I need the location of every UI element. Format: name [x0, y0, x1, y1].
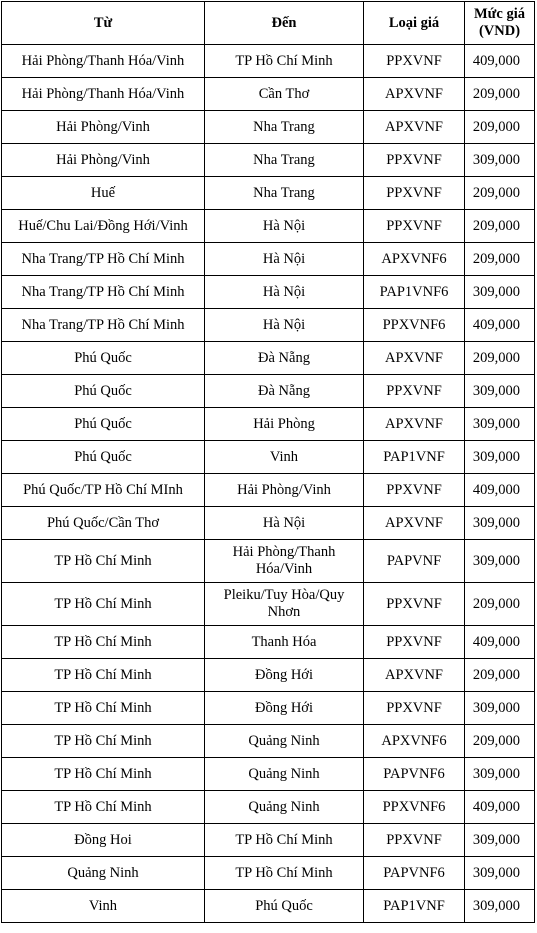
cell-from: TP Hồ Chí Minh [2, 692, 205, 725]
cell-from: TP Hồ Chí Minh [2, 758, 205, 791]
table-row [2, 791, 535, 824]
cell-fare-type: APXVNF [364, 78, 465, 111]
cell-fare-type: PPXVNF6 [364, 309, 465, 342]
cell-from: Hải Phòng/Thanh Hóa/Vinh [2, 78, 205, 111]
cell-to: Quảng Ninh [205, 791, 364, 824]
cell-from: Nha Trang/TP Hồ Chí Minh [2, 309, 205, 342]
table-row [2, 824, 535, 857]
cell-price: 209,000 [465, 342, 535, 375]
header-fare-type: Loại giá [364, 2, 465, 45]
cell-fare-type: APXVNF [364, 507, 465, 540]
cell-fare-type: PPXVNF6 [364, 791, 465, 824]
cell-fare-type: APXVNF [364, 659, 465, 692]
cell-from: Phú Quốc [2, 342, 205, 375]
cell-to: Nha Trang [205, 144, 364, 177]
table-row [2, 342, 535, 375]
cell-to: TP Hồ Chí Minh [205, 45, 364, 78]
table-row [2, 725, 535, 758]
cell-fare-type: APXVNF [364, 111, 465, 144]
cell-fare-type: PAP1VNF6 [364, 276, 465, 309]
table-row [2, 540, 535, 583]
cell-fare-type: PPXVNF [364, 375, 465, 408]
cell-fare-type: PAP1VNF [364, 890, 465, 923]
cell-to: Đà Nẵng [205, 375, 364, 408]
cell-price: 209,000 [465, 111, 535, 144]
cell-to: Hải Phòng/Vinh [205, 474, 364, 507]
header-row [2, 2, 535, 45]
cell-from: Hải Phòng/Vinh [2, 144, 205, 177]
cell-to: Đà Nẵng [205, 342, 364, 375]
cell-price: 209,000 [465, 210, 535, 243]
cell-fare-type: PPXVNF [364, 626, 465, 659]
table-row [2, 758, 535, 791]
cell-from: Vinh [2, 890, 205, 923]
table-row [2, 45, 535, 78]
cell-price: 309,000 [465, 824, 535, 857]
cell-to: Quảng Ninh [205, 758, 364, 791]
cell-from: TP Hồ Chí Minh [2, 540, 205, 583]
cell-from: TP Hồ Chí Minh [2, 725, 205, 758]
table-row [2, 474, 535, 507]
cell-from: Quảng Ninh [2, 857, 205, 890]
cell-fare-type: PPXVNF [364, 824, 465, 857]
table-row [2, 441, 535, 474]
cell-fare-type: PAP1VNF [364, 441, 465, 474]
cell-fare-type: APXVNF [364, 408, 465, 441]
cell-price: 309,000 [465, 540, 535, 583]
cell-from: Phú Quốc/Cần Thơ [2, 507, 205, 540]
cell-fare-type: PPXVNF [364, 583, 465, 626]
cell-price: 309,000 [465, 408, 535, 441]
table-row [2, 375, 535, 408]
table-row [2, 507, 535, 540]
cell-to: Pleiku/Tuy Hòa/Quy Nhơn [205, 583, 364, 626]
cell-to: Quảng Ninh [205, 725, 364, 758]
table-row [2, 78, 535, 111]
table-row [2, 177, 535, 210]
cell-price: 209,000 [465, 659, 535, 692]
cell-fare-type: APXVNF6 [364, 243, 465, 276]
cell-price: 209,000 [465, 725, 535, 758]
cell-price: 209,000 [465, 243, 535, 276]
cell-from: Nha Trang/TP Hồ Chí Minh [2, 276, 205, 309]
cell-fare-type: PAPVNF6 [364, 857, 465, 890]
table-row [2, 626, 535, 659]
cell-from: Huế/Chu Lai/Đồng Hới/Vinh [2, 210, 205, 243]
table-row [2, 408, 535, 441]
table-row [2, 857, 535, 890]
cell-from: Hải Phòng/Vinh [2, 111, 205, 144]
cell-to: Phú Quốc [205, 890, 364, 923]
cell-price: 309,000 [465, 144, 535, 177]
cell-price: 409,000 [465, 474, 535, 507]
cell-to: Nha Trang [205, 177, 364, 210]
cell-from: Huế [2, 177, 205, 210]
header-to: Đến [205, 2, 364, 45]
cell-to: Hà Nội [205, 276, 364, 309]
cell-fare-type: PAPVNF6 [364, 758, 465, 791]
table-row [2, 309, 535, 342]
cell-from: TP Hồ Chí Minh [2, 626, 205, 659]
cell-price: 409,000 [465, 791, 535, 824]
cell-from: Phú Quốc [2, 375, 205, 408]
cell-fare-type: PPXVNF [364, 177, 465, 210]
cell-to: TP Hồ Chí Minh [205, 857, 364, 890]
cell-to: Cần Thơ [205, 78, 364, 111]
cell-to: Nha Trang [205, 111, 364, 144]
cell-to: Hải Phòng/Thanh Hóa/Vinh [205, 540, 364, 583]
cell-price: 309,000 [465, 375, 535, 408]
table-row [2, 659, 535, 692]
cell-to: Hà Nội [205, 507, 364, 540]
cell-to: TP Hồ Chí Minh [205, 824, 364, 857]
table-row [2, 276, 535, 309]
cell-to: Đồng Hới [205, 659, 364, 692]
cell-price: 209,000 [465, 583, 535, 626]
table-row [2, 210, 535, 243]
header-from: Từ [2, 2, 205, 45]
cell-to: Hà Nội [205, 210, 364, 243]
cell-price: 209,000 [465, 78, 535, 111]
cell-from: Phú Quốc [2, 441, 205, 474]
cell-fare-type: PPXVNF [364, 210, 465, 243]
table-row [2, 583, 535, 626]
cell-price: 309,000 [465, 507, 535, 540]
table-row [2, 243, 535, 276]
cell-price: 409,000 [465, 45, 535, 78]
cell-from: Phú Quốc [2, 408, 205, 441]
cell-price: 309,000 [465, 441, 535, 474]
cell-fare-type: PPXVNF [364, 474, 465, 507]
table-row [2, 144, 535, 177]
cell-to: Hải Phòng [205, 408, 364, 441]
cell-to: Hà Nội [205, 309, 364, 342]
cell-fare-type: PPXVNF [364, 692, 465, 725]
cell-price: 309,000 [465, 276, 535, 309]
cell-fare-type: PPXVNF [364, 45, 465, 78]
cell-price: 309,000 [465, 758, 535, 791]
cell-from: TP Hồ Chí Minh [2, 659, 205, 692]
table-row [2, 692, 535, 725]
cell-from: Phú Quốc/TP Hồ Chí MInh [2, 474, 205, 507]
cell-price: 409,000 [465, 309, 535, 342]
table-row [2, 111, 535, 144]
fare-table [1, 1, 535, 923]
table-body [2, 45, 535, 923]
cell-price: 309,000 [465, 890, 535, 923]
cell-to: Vinh [205, 441, 364, 474]
cell-fare-type: APXVNF [364, 342, 465, 375]
cell-from: TP Hồ Chí Minh [2, 583, 205, 626]
cell-from: Nha Trang/TP Hồ Chí Minh [2, 243, 205, 276]
cell-to: Hà Nội [205, 243, 364, 276]
header-price: Mức giá (VND) [465, 2, 535, 45]
cell-price: 409,000 [465, 626, 535, 659]
cell-from: TP Hồ Chí Minh [2, 791, 205, 824]
table-row [2, 890, 535, 923]
cell-from: Hải Phòng/Thanh Hóa/Vinh [2, 45, 205, 78]
cell-fare-type: APXVNF6 [364, 725, 465, 758]
cell-price: 309,000 [465, 857, 535, 890]
cell-to: Đồng Hới [205, 692, 364, 725]
cell-to: Thanh Hóa [205, 626, 364, 659]
cell-price: 309,000 [465, 692, 535, 725]
cell-fare-type: PAPVNF [364, 540, 465, 583]
cell-fare-type: PPXVNF [364, 144, 465, 177]
cell-price: 209,000 [465, 177, 535, 210]
cell-from: Đồng Hoi [2, 824, 205, 857]
